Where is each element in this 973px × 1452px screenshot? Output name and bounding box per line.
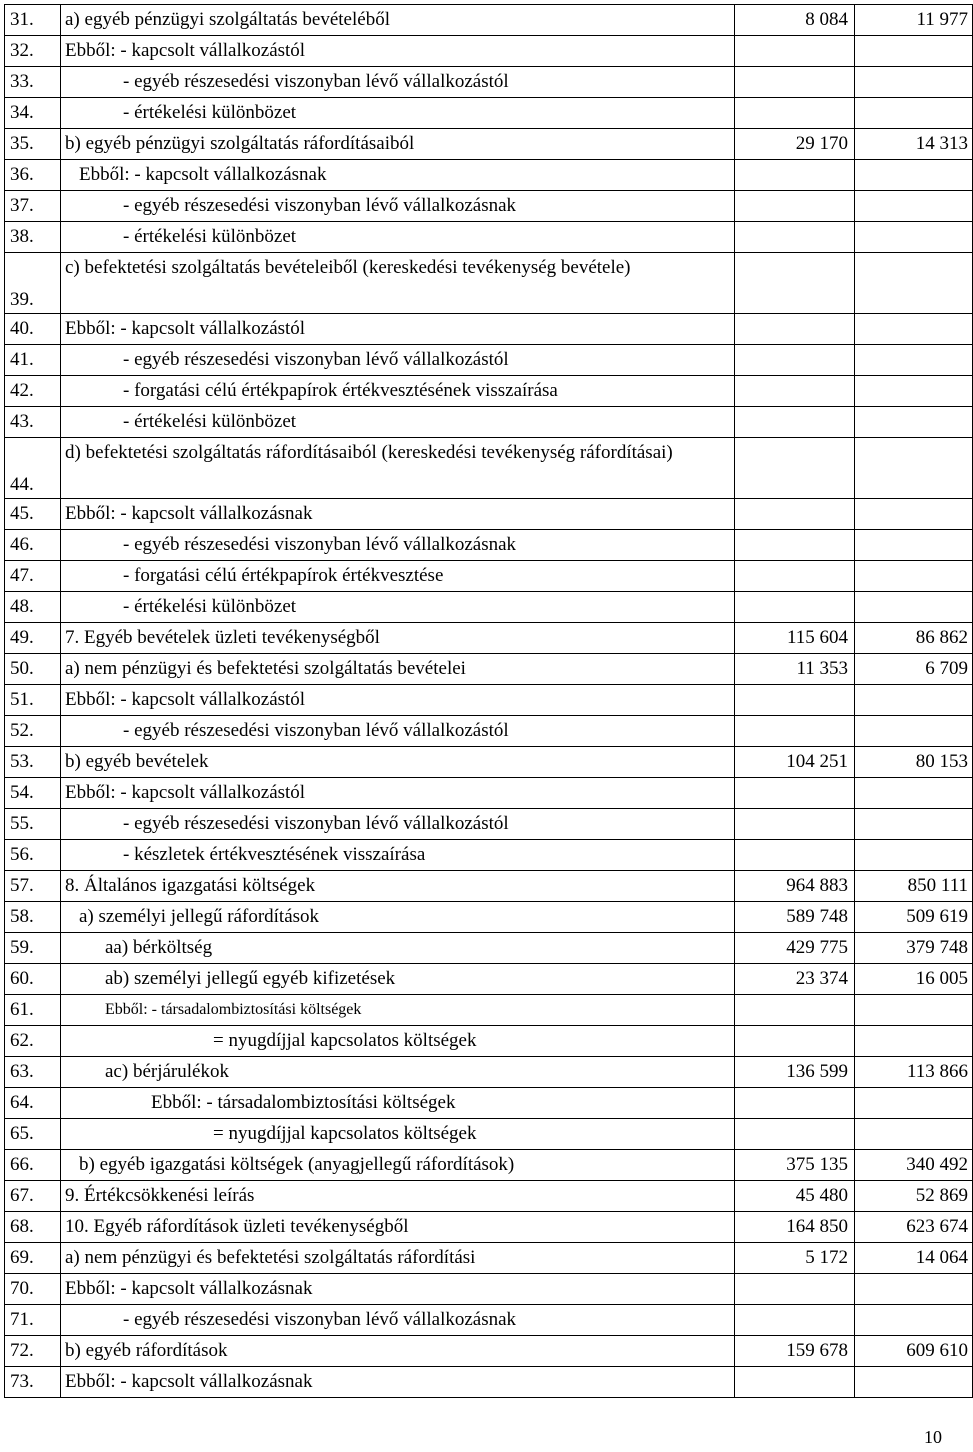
prior-year-value <box>855 592 973 623</box>
table-row <box>5 314 973 345</box>
current-year-value: 375 135 <box>735 1150 855 1181</box>
prior-year-value <box>855 840 973 871</box>
row-number: 33. <box>5 67 61 98</box>
table-row <box>5 716 973 747</box>
prior-year-value: 609 610 <box>855 1336 973 1367</box>
current-year-value <box>735 809 855 840</box>
page-number: 10 <box>924 1427 942 1447</box>
row-description: Ebből: - kapcsolt vállalkozásnak <box>61 160 735 191</box>
current-year-value <box>735 1274 855 1305</box>
current-year-value: 964 883 <box>735 871 855 902</box>
row-number: 37. <box>5 191 61 222</box>
row-number: 64. <box>5 1088 61 1119</box>
current-year-value <box>735 840 855 871</box>
table-row <box>5 376 973 407</box>
prior-year-value <box>855 1088 973 1119</box>
row-number: 58. <box>5 902 61 933</box>
table-row <box>5 530 973 561</box>
row-description: - egyéb részesedési viszonyban lévő vállalkozástól <box>61 809 735 840</box>
row-description: Ebből: - kapcsolt vállalkozásnak <box>61 1367 735 1398</box>
row-description: d) befektetési szolgáltatás ráfordításaiból (kereskedési tevékenység ráfordításai) <box>61 438 735 499</box>
row-description: Ebből: - kapcsolt vállalkozásnak <box>61 499 735 530</box>
prior-year-value: 340 492 <box>855 1150 973 1181</box>
current-year-value <box>735 716 855 747</box>
row-number: 36. <box>5 160 61 191</box>
row-number: 47. <box>5 561 61 592</box>
prior-year-value: 6 709 <box>855 654 973 685</box>
row-description: ab) személyi jellegű egyéb kifizetések <box>61 964 735 995</box>
table-row <box>5 778 973 809</box>
current-year-value <box>735 1367 855 1398</box>
prior-year-value <box>855 191 973 222</box>
prior-year-value <box>855 376 973 407</box>
table-row <box>5 902 973 933</box>
row-description: c) befektetési szolgáltatás bevételeiből (kereskedési tevékenység bevétele) <box>61 253 735 314</box>
row-number: 69. <box>5 1243 61 1274</box>
prior-year-value <box>855 1274 973 1305</box>
table-row <box>5 1181 973 1212</box>
table-row <box>5 345 973 376</box>
current-year-value: 159 678 <box>735 1336 855 1367</box>
table-row <box>5 1088 973 1119</box>
row-description: - egyéb részesedési viszonyban lévő vállalkozástól <box>61 716 735 747</box>
row-number: 66. <box>5 1150 61 1181</box>
row-description: aa) bérköltség <box>61 933 735 964</box>
current-year-value: 104 251 <box>735 747 855 778</box>
row-description: Ebből: - társadalombiztosítási költségek <box>61 995 735 1026</box>
row-number: 45. <box>5 499 61 530</box>
row-number: 39. <box>5 253 61 314</box>
table-row <box>5 1119 973 1150</box>
row-description: - egyéb részesedési viszonyban lévő vállalkozástól <box>61 67 735 98</box>
row-description: - készletek értékvesztésének visszaírása <box>61 840 735 871</box>
current-year-value <box>735 160 855 191</box>
table-row <box>5 623 973 654</box>
current-year-value: 136 599 <box>735 1057 855 1088</box>
table-row <box>5 592 973 623</box>
row-number: 31. <box>5 5 61 36</box>
row-description: - egyéb részesedési viszonyban lévő vállalkozásnak <box>61 530 735 561</box>
table-row <box>5 933 973 964</box>
current-year-value: 23 374 <box>735 964 855 995</box>
row-description: a) nem pénzügyi és befektetési szolgáltatás ráfordítási <box>61 1243 735 1274</box>
row-number: 59. <box>5 933 61 964</box>
current-year-value <box>735 995 855 1026</box>
current-year-value: 8 084 <box>735 5 855 36</box>
table-row <box>5 1243 973 1274</box>
row-number: 35. <box>5 129 61 160</box>
table-row <box>5 67 973 98</box>
table-row <box>5 654 973 685</box>
current-year-value: 589 748 <box>735 902 855 933</box>
prior-year-value <box>855 1367 973 1398</box>
row-number: 67. <box>5 1181 61 1212</box>
table-row <box>5 438 973 499</box>
row-number: 68. <box>5 1212 61 1243</box>
current-year-value <box>735 1088 855 1119</box>
row-description: - forgatási célú értékpapírok értékvesztésének visszaírása <box>61 376 735 407</box>
prior-year-value: 623 674 <box>855 1212 973 1243</box>
row-description: 8. Általános igazgatási költségek <box>61 871 735 902</box>
row-description: b) egyéb ráfordítások <box>61 1336 735 1367</box>
current-year-value <box>735 1119 855 1150</box>
prior-year-value <box>855 778 973 809</box>
row-description: Ebből: - kapcsolt vállalkozástól <box>61 36 735 67</box>
row-description: - egyéb részesedési viszonyban lévő vállalkozásnak <box>61 1305 735 1336</box>
prior-year-value <box>855 1305 973 1336</box>
prior-year-value: 86 862 <box>855 623 973 654</box>
table-row <box>5 1150 973 1181</box>
row-number: 72. <box>5 1336 61 1367</box>
row-description: Ebből: - kapcsolt vállalkozásnak <box>61 1274 735 1305</box>
prior-year-value <box>855 314 973 345</box>
prior-year-value <box>855 561 973 592</box>
prior-year-value: 52 869 <box>855 1181 973 1212</box>
row-number: 44. <box>5 438 61 499</box>
current-year-value: 11 353 <box>735 654 855 685</box>
row-number: 48. <box>5 592 61 623</box>
row-description: b) egyéb igazgatási költségek (anyagjellegű ráfordítások) <box>61 1150 735 1181</box>
current-year-value <box>735 592 855 623</box>
row-description: a) egyéb pénzügyi szolgáltatás bevételéből <box>61 5 735 36</box>
row-number: 63. <box>5 1057 61 1088</box>
row-number: 32. <box>5 36 61 67</box>
row-description: 9. Értékcsökkenési leírás <box>61 1181 735 1212</box>
prior-year-value <box>855 530 973 561</box>
prior-year-value <box>855 222 973 253</box>
prior-year-value: 850 111 <box>855 871 973 902</box>
current-year-value <box>735 438 855 499</box>
table-body <box>5 5 973 1398</box>
row-number: 43. <box>5 407 61 438</box>
row-description: Ebből: - kapcsolt vállalkozástól <box>61 778 735 809</box>
row-description: - értékelési különbözet <box>61 592 735 623</box>
table-row <box>5 840 973 871</box>
current-year-value <box>735 1305 855 1336</box>
current-year-value <box>735 1026 855 1057</box>
prior-year-value <box>855 98 973 129</box>
table-row <box>5 871 973 902</box>
table-row <box>5 129 973 160</box>
row-number: 57. <box>5 871 61 902</box>
financial-statement-table <box>4 4 973 1398</box>
current-year-value <box>735 376 855 407</box>
row-number: 73. <box>5 1367 61 1398</box>
current-year-value <box>735 36 855 67</box>
current-year-value: 45 480 <box>735 1181 855 1212</box>
row-description: - forgatási célú értékpapírok értékvesztése <box>61 561 735 592</box>
table-row <box>5 1212 973 1243</box>
row-description: - értékelési különbözet <box>61 98 735 129</box>
row-number: 71. <box>5 1305 61 1336</box>
prior-year-value <box>855 253 973 314</box>
row-description: - egyéb részesedési viszonyban lévő vállalkozástól <box>61 345 735 376</box>
row-description: Ebből: - kapcsolt vállalkozástól <box>61 685 735 716</box>
row-description: Ebből: - társadalombiztosítási költségek <box>61 1088 735 1119</box>
row-number: 55. <box>5 809 61 840</box>
current-year-value <box>735 685 855 716</box>
row-number: 56. <box>5 840 61 871</box>
table-row <box>5 191 973 222</box>
table-row <box>5 1367 973 1398</box>
table-row <box>5 561 973 592</box>
table-row <box>5 1336 973 1367</box>
row-description: - értékelési különbözet <box>61 222 735 253</box>
current-year-value <box>735 314 855 345</box>
row-number: 46. <box>5 530 61 561</box>
row-description: Ebből: - kapcsolt vállalkozástól <box>61 314 735 345</box>
row-number: 34. <box>5 98 61 129</box>
prior-year-value <box>855 685 973 716</box>
table-row <box>5 1274 973 1305</box>
prior-year-value <box>855 67 973 98</box>
table-row <box>5 685 973 716</box>
row-description: 7. Egyéb bevételek üzleti tevékenységből <box>61 623 735 654</box>
current-year-value <box>735 561 855 592</box>
prior-year-value: 11 977 <box>855 5 973 36</box>
row-number: 70. <box>5 1274 61 1305</box>
current-year-value: 5 172 <box>735 1243 855 1274</box>
row-description: - értékelési különbözet <box>61 407 735 438</box>
current-year-value: 115 604 <box>735 623 855 654</box>
prior-year-value <box>855 345 973 376</box>
table-row <box>5 499 973 530</box>
current-year-value: 164 850 <box>735 1212 855 1243</box>
row-number: 51. <box>5 685 61 716</box>
table-row <box>5 253 973 314</box>
table-row <box>5 36 973 67</box>
current-year-value <box>735 98 855 129</box>
row-number: 60. <box>5 964 61 995</box>
table-row <box>5 407 973 438</box>
row-description: = nyugdíjjal kapcsolatos költségek <box>61 1119 735 1150</box>
prior-year-value: 14 064 <box>855 1243 973 1274</box>
row-number: 65. <box>5 1119 61 1150</box>
row-number: 50. <box>5 654 61 685</box>
current-year-value <box>735 530 855 561</box>
current-year-value <box>735 222 855 253</box>
current-year-value <box>735 345 855 376</box>
table-row <box>5 747 973 778</box>
row-number: 40. <box>5 314 61 345</box>
current-year-value: 29 170 <box>735 129 855 160</box>
row-number: 53. <box>5 747 61 778</box>
table-row <box>5 1026 973 1057</box>
prior-year-value: 113 866 <box>855 1057 973 1088</box>
current-year-value <box>735 67 855 98</box>
row-description: ac) bérjárulékok <box>61 1057 735 1088</box>
prior-year-value <box>855 809 973 840</box>
row-number: 42. <box>5 376 61 407</box>
prior-year-value <box>855 438 973 499</box>
prior-year-value: 14 313 <box>855 129 973 160</box>
row-number: 52. <box>5 716 61 747</box>
row-number: 54. <box>5 778 61 809</box>
table-row <box>5 964 973 995</box>
row-description: b) egyéb bevételek <box>61 747 735 778</box>
row-number: 49. <box>5 623 61 654</box>
row-description: a) személyi jellegű ráfordítások <box>61 902 735 933</box>
current-year-value <box>735 499 855 530</box>
table-row <box>5 1057 973 1088</box>
table-row <box>5 98 973 129</box>
prior-year-value: 16 005 <box>855 964 973 995</box>
prior-year-value <box>855 499 973 530</box>
row-number: 61. <box>5 995 61 1026</box>
row-number: 38. <box>5 222 61 253</box>
row-description: a) nem pénzügyi és befektetési szolgáltatás bevételei <box>61 654 735 685</box>
current-year-value <box>735 778 855 809</box>
table-row <box>5 160 973 191</box>
table-row <box>5 5 973 36</box>
row-description: = nyugdíjjal kapcsolatos költségek <box>61 1026 735 1057</box>
current-year-value <box>735 191 855 222</box>
row-number: 62. <box>5 1026 61 1057</box>
table-row <box>5 995 973 1026</box>
row-description: b) egyéb pénzügyi szolgáltatás ráfordításaiból <box>61 129 735 160</box>
prior-year-value: 379 748 <box>855 933 973 964</box>
prior-year-value: 80 153 <box>855 747 973 778</box>
current-year-value: 429 775 <box>735 933 855 964</box>
prior-year-value <box>855 407 973 438</box>
table-row <box>5 1305 973 1336</box>
row-number: 41. <box>5 345 61 376</box>
prior-year-value <box>855 716 973 747</box>
table-row <box>5 809 973 840</box>
table-row <box>5 222 973 253</box>
row-description: 10. Egyéb ráfordítások üzleti tevékenységből <box>61 1212 735 1243</box>
prior-year-value <box>855 1119 973 1150</box>
prior-year-value <box>855 1026 973 1057</box>
current-year-value <box>735 407 855 438</box>
current-year-value <box>735 253 855 314</box>
prior-year-value <box>855 36 973 67</box>
prior-year-value: 509 619 <box>855 902 973 933</box>
prior-year-value <box>855 995 973 1026</box>
prior-year-value <box>855 160 973 191</box>
row-description: - egyéb részesedési viszonyban lévő vállalkozásnak <box>61 191 735 222</box>
